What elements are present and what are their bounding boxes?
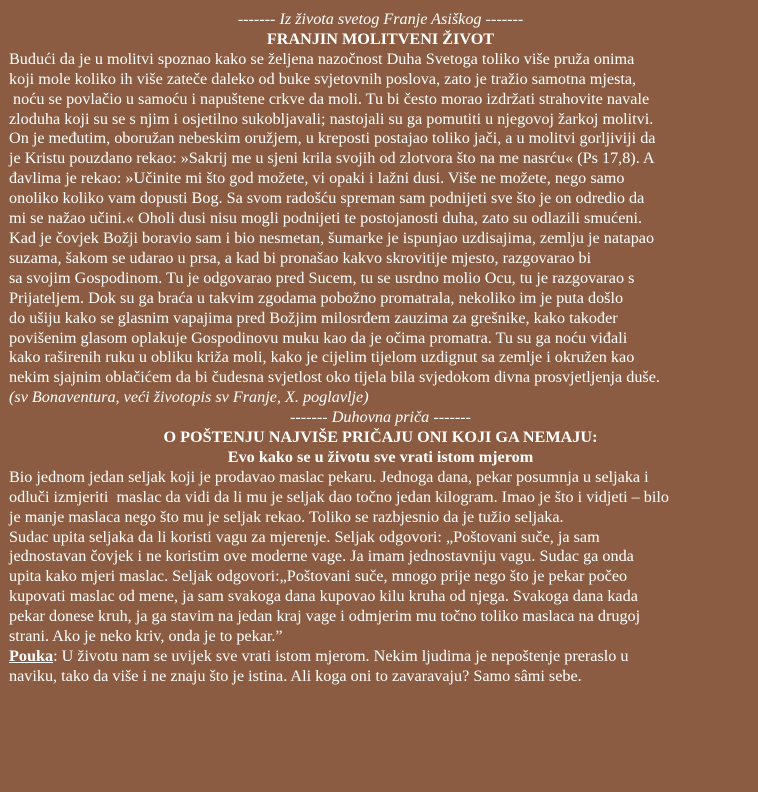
story-line: pekar donese kruh, ja ga stavim na jedan kraj vage i odmjerim mu točno toliko maslaca na drugoj bbox=[9, 607, 641, 626]
moral bbox=[9, 647, 752, 687]
moral-label: Pouka bbox=[9, 647, 54, 665]
body-line: do ušiju kako se glasnim vapajima pred Božjim milosrđem zauzima za grešnike, kako također bbox=[9, 308, 618, 327]
body-line: noću se povlačio u samoću i napuštene crkve da moli. Tu bi često morao izdržati strahovite navale bbox=[9, 89, 650, 108]
body-line: suzama, šakom se udarao u prsa, a kad bi pronašao kakvo skrovitije mjesto, razgovarao bi bbox=[9, 248, 592, 267]
moral-text: : U životu nam se uvijek sve vrati istom mjerom. Nekim ljudima je nepoštenje preraslo u bbox=[53, 647, 629, 665]
section1-body bbox=[9, 50, 752, 388]
body-line: Kad je čovjek Božji boravio sam i bio nesmetan, šumarke je ispunjao uzdisajima, zemlju je natapao bbox=[9, 228, 655, 247]
story-line: strani. Ako je neko kriv, onda je to pekar.” bbox=[9, 627, 283, 646]
body-line: On je međutim, oboružan nebeskim oružjem, u kreposti postajao toliko jači, a u molitvi gorljiviji da bbox=[9, 129, 656, 148]
moral-line: naviku, tako da više i ne znaju što je istina. Ali koga oni to zavaravaju? Samo sâmi sebe. bbox=[9, 666, 582, 685]
body-line: onoliko koliko vam dopusti Bog. Sa svom radošću spreman sam podnijeti sve što je on odredio da bbox=[9, 189, 645, 208]
story-line: Bio jednom jedan seljak koji je prodavao maslac pekaru. Jednoga dana, pekar posumnja u seljaka i bbox=[9, 467, 649, 486]
body-line: mi se nažao učini.« Oholi dusi nisu mogli podnijeti te postojanosti duha, zato su odlazili smućeni. bbox=[9, 209, 643, 228]
body-line: nekim sjajnim oblačićem da bi čudesna svjetlost oko tijela bila svjedokom divna prosvjetljenja duše. bbox=[9, 368, 660, 387]
moral-line bbox=[9, 647, 752, 667]
body-line: Prijateljem. Dok su ga braća u takvim zgodama pobožno promatrala, nekoliko im je puta došlo bbox=[9, 288, 624, 307]
body-line: kako raširenih ruku u obliku križa moli, kako je cijelim tijelom uzdignut sa zemlje i okružen kao bbox=[9, 348, 635, 367]
story-line: kupovati maslac od mene, ja sam svakoga dana kupovao kilu kruha od njega. Svakoga dana kada bbox=[9, 587, 638, 606]
story-line: upita kako mjeri maslac. Seljak odgovori:„Poštovani suče, mnogo prije nego što je pekar počeo bbox=[9, 567, 628, 586]
body-line: je Kristu pouzdano rekao: »Sakrij me u sjeni krila svojih od zlotvora što na me nasrću« (Ps 17,8). A bbox=[9, 149, 655, 168]
body-line: povišenim glasom oplakuje Gospodinovu muku kao da je očima promatra. Tu su ga noću viđali bbox=[9, 328, 628, 347]
story-line: Sudac upita seljaka da li koristi vagu za mjerenje. Seljak odgovori: „Poštovani suče, ja sam bbox=[9, 527, 600, 546]
section2-title: O POŠTENJU NAJVIŠE PRIČAJU ONI KOJI GA NEMAJU: bbox=[163, 428, 598, 447]
section1-title: FRANJIN MOLITVENI ŽIVOT bbox=[266, 29, 495, 48]
story-line: odluči izmjeriti maslac da vidi da li mu je seljak dao točno jedan kilogram. Imao je što i vidjeti – bilo bbox=[9, 487, 669, 506]
body-line: đavlima je rekao: »Učinite mi što god možete, vi opaki i lažni dusi. Više ne možete, nego samo bbox=[9, 169, 625, 188]
body-line: sa svojim Gospodinom. Tu je odgovarao pred Sucem, tu se usrdno molio Ocu, tu je razgovarao s bbox=[9, 268, 635, 287]
story-line: jednostavan čovjek i ne koristim ove moderne vage. Ja imam jednostavniju vagu. Sudac ga onda bbox=[9, 547, 634, 566]
section2-header: ------- Duhovna priča ------- bbox=[289, 408, 472, 427]
section2-body bbox=[9, 468, 752, 647]
section1-header: ------- Iz života svetog Franje Asiškog ------- bbox=[237, 10, 524, 28]
body-line: Budući da je u molitvi spoznao kako se željena nazočnost Duha Svetoga toliko više pruža onima bbox=[9, 49, 635, 68]
story-line: je manje maslaca nego što mu je seljak rekao. Toliko se razbjesnio da je tužio seljaka. bbox=[9, 507, 564, 526]
body-line: zloduha koji su se s njim i osjetilno sukobljavali; nastojali su ga pomutiti u njegovoj žarkoj molitvi. bbox=[9, 109, 654, 128]
section2-subtitle: Evo kako se u životu sve vrati istom mjerom bbox=[227, 447, 534, 466]
body-line: koji mole koliko ih više zateče daleko od buke svjetovnih poslova, zato je tražio samotna mjesta, bbox=[9, 69, 637, 88]
section1-source: (sv Bonaventura, veći životopis sv Franje, X. poglavlje) bbox=[9, 388, 369, 407]
